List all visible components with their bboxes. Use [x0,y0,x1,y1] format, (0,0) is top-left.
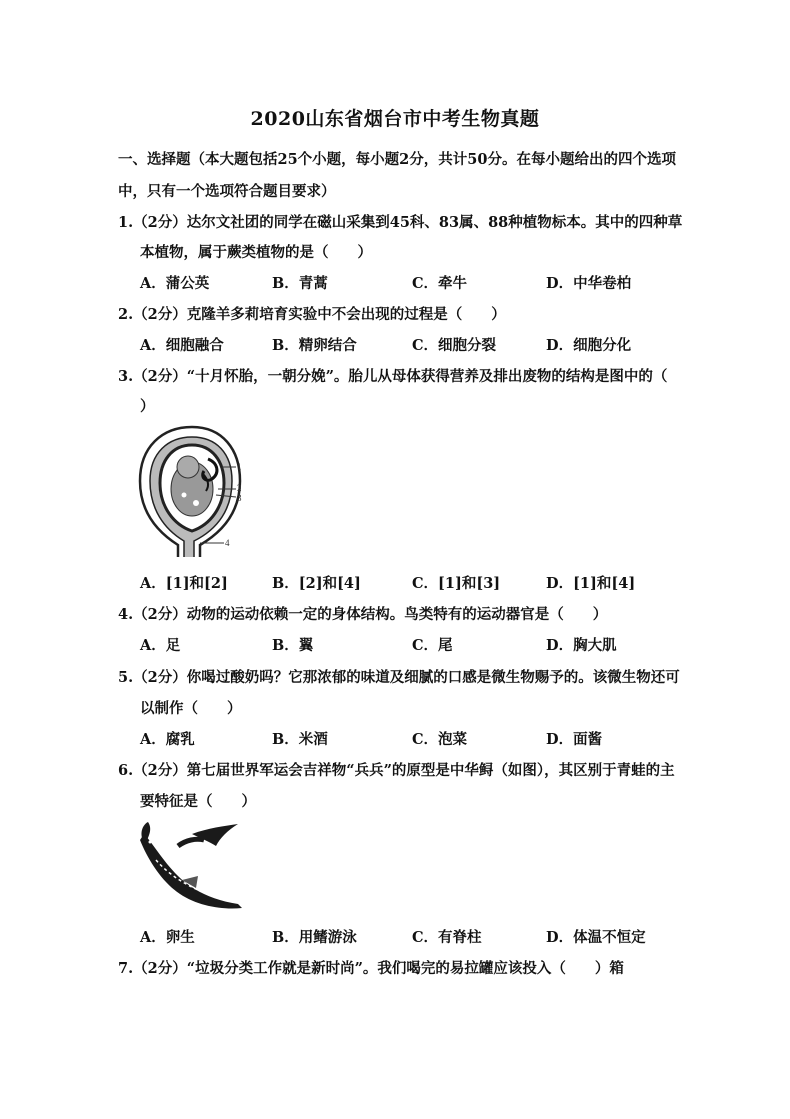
question-6-stem: 6.（2分）第七届世界军运会吉祥物“兵兵”的原型是中华鲟（如图），其区别于青蛙的主 [118,762,675,779]
option-d[interactable]: D．体温不恒定 [546,929,646,946]
option-d[interactable]: D．[1]和[4] [546,575,636,592]
question-6-stem-cont: 要特征是（ ） [140,793,256,810]
option-b[interactable]: B．翼 [272,637,314,654]
option-c[interactable]: C．[1]和[3] [412,575,501,592]
option-b[interactable]: B．用鳍游泳 [272,929,357,946]
option-a[interactable]: A．腐乳 [140,731,195,748]
option-c[interactable]: C．尾 [412,637,453,654]
option-c[interactable]: C．泡菜 [412,731,468,748]
option-a[interactable]: A．细胞融合 [140,337,224,354]
question-2-stem: 2.（2分）克隆羊多莉培育实验中不会出现的过程是（ ） [118,306,506,323]
option-b[interactable]: B．米酒 [272,731,328,748]
option-d[interactable]: D．中华卷柏 [546,275,632,292]
page-title: 2020山东省烟台市中考生物真题 [250,108,540,130]
sturgeon-back [178,839,204,846]
option-b[interactable]: B．青蒿 [272,275,328,292]
option-d[interactable]: D．胸大肌 [546,637,617,654]
fetus-detail [182,493,187,498]
figure-label-2: 2 [237,483,242,493]
question-4-stem: 4.（2分）动物的运动依赖一定的身体结构。鸟类特有的运动器官是（ ） [118,606,608,623]
fetus-head [177,456,199,478]
question-3-stem-cont: ） [140,398,155,415]
fetus-uterus-figure [136,423,246,561]
option-a[interactable]: A．蒲公英 [140,275,210,292]
question-5-stem-cont: 以制作（ ） [140,700,242,717]
sturgeon-tail [192,824,238,846]
question-5-stem: 5.（2分）你喝过酸奶吗？它那浓郁的味道及细腻的口感是微生物赐予的。该微生物还可 [118,669,680,686]
option-a[interactable]: A．卵生 [140,929,195,946]
option-c[interactable]: C．细胞分裂 [412,337,497,354]
question-1-stem-cont: 本植物，属于蕨类植物的是（ ） [140,244,372,261]
option-b[interactable]: B．[2]和[4] [272,575,361,592]
option-c[interactable]: C．有脊柱 [412,929,482,946]
fetus-detail [193,500,199,506]
figure-label-1: 1 [237,462,242,472]
section-heading-line1: 一、选择题（本大题包括25个小题，每小题2分，共计50分。在每小题给出的四个选项 [118,151,676,168]
option-c[interactable]: C．牵牛 [412,275,468,292]
sturgeon-eye [149,841,152,844]
figure-label-3: 3 [237,493,242,503]
section-heading-line2: 中，只有一个选项符合题目要求） [118,183,336,200]
option-d[interactable]: D．细胞分化 [546,337,632,354]
question-7-stem: 7.（2分）“垃圾分类工作就是新时尚”。我们喝完的易拉罐应该投入（ ）箱 [118,960,624,977]
sturgeon-figure [138,820,250,912]
option-b[interactable]: B．精卵结合 [272,337,357,354]
question-1-stem: 1.（2分）达尔文社团的同学在磁山采集到45科、83属、88种植物标本。其中的四种草 [118,214,683,231]
option-a[interactable]: A．[1]和[2] [140,575,228,592]
option-a[interactable]: A．足 [140,637,181,654]
question-3-stem: 3.（2分）“十月怀胎，一朝分娩”。胎儿从母体获得营养及排出废物的结构是图中的（ [118,368,668,385]
sturgeon-body [140,834,242,908]
figure-label-4: 4 [225,538,230,548]
option-d[interactable]: D．面酱 [546,731,603,748]
